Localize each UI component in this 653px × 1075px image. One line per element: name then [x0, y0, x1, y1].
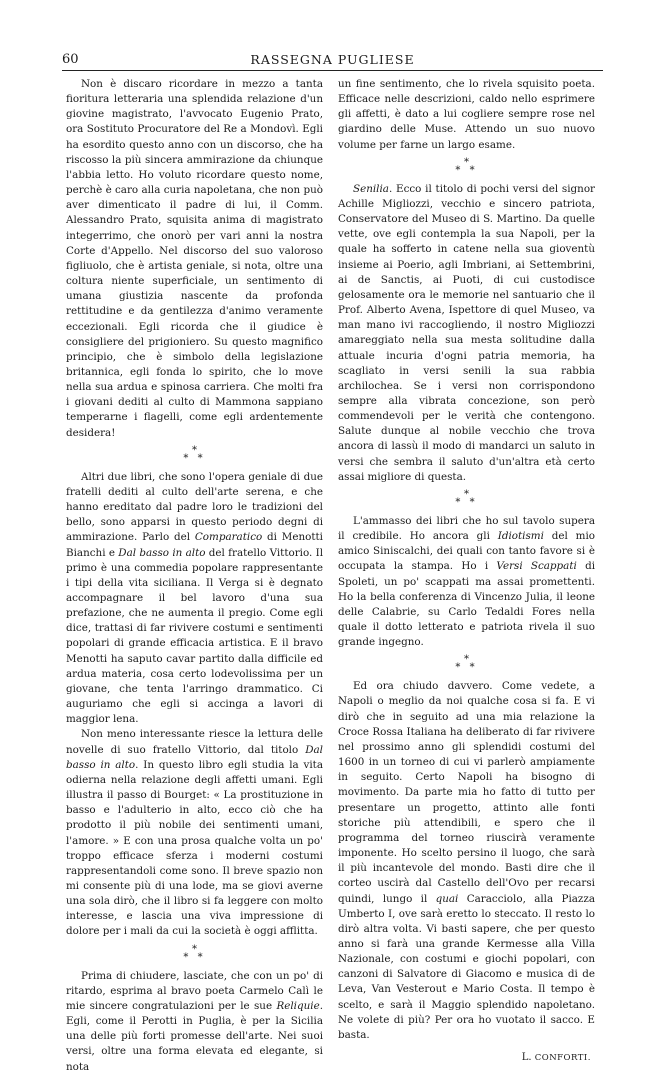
author-signature: L. CONFORTI. — [521, 1052, 591, 1064]
journal-title: RASSEGNA PUGLIESE — [250, 52, 415, 67]
page-number: 60 — [62, 52, 79, 67]
section-separator: * * * — [455, 488, 478, 508]
paragraph-prato: Non è discaro ricordare in mezzo a tanta fioritura letteraria una splendida relazione d'un giovine magistrato, l'avvocato Eugenio Prato, ora Sostituto Procuratore del Re a Mondovì. Egli ha esordito questo anno con un discorso, che ha riscosso la più sincera ammirazione da chiunque l'abbia letto. Ho voluto ricordare questo nome, perchè è caro alla curia napoletana, che non può aver dimenticato il padre di lui, il Comm. Alessandro Prato, squisita anima di magistrato integerrimo, che onorò per vari anni la nostra Corte d'Appello. Nel discorso del suo valoroso figliuolo, che è artista geniale, si nota, oltre una coltura niente superficiale, un sentimento di umana giustizia nascente da profonda rettitudine e da gentilezza d'animo veramente eccezionali. Egli ricorda che il giudice è consigliere del prigioniero. Su questo magnifico principio, che è simbolo della legislazione britannica, egli fonda lo spirito, che lo move nella sua ardua e spinosa carriera. Che molti fra i giovani dediti al culto di Mammona sappiano temperarne i flagelli, come egli ardentemente desidera! — [66, 78, 323, 439]
section-separator: * * * — [183, 444, 206, 464]
paragraph-books: L'ammasso dei libri che ho sul tavolo supera il credibile. Ho ancora gli Idiotismi del mio amico Siniscalchi, dei quali con tanto favore si è occupata la stampa. Ho i Versi Scappati di Spoleti, un po' scappati ma assai promettenti. Ho la bella conferenza di Vincenzo Julia, il leone delle Calabrie, su Carlo Tedaldi Fores nella quale il dotto letterato e patriota rivela il suo grande ingegno. — [338, 514, 595, 649]
paragraph-closing: Ed ora chiudo davvero. Come vedete, a Napoli o meglio da noi qualche cosa si fa. E vi dirò che in seguito ad una mia relazione la Croce Rossa Italiana ha deliberato di far rivivere nel prossimo anno gli splendidi costumi del 1600 in un torneo di cui vi parlerò ampiamente in seguito. Certo Napoli ha bisogno di movimento. Da parte mia ho fatto di tutto per presentare un progetto, attinto alle fonti storiche più attendibili, e spero che il programma del torneo riuscirà veramente imponente. Ho scelto persino il luogo, che sarà il più incantevole del mondo. Basti dire che il corteo uscirà dal Castello dell'Ovo per recarsi quindi, lungo il quai Caracciolo, alla Piazza Umberto I, ove sarà eretto lo steccato. Il resto lo dirò altra volta. Vi basti sapere, che per questo anno si farà una grande Kermesse alla Villa Nazionale, con costumi e giochi popolari, con canzoni di Salvatore di Giacomo e musica di de Leva, Van Vesterout e Mario Costa. Il tempo è scelto, e sarà il Maggio splendido napoletano. Ne volete di più? Per ora ho vuotato il sacco. E basta. — [338, 680, 595, 1041]
right-column — [338, 77, 595, 1066]
paragraph-vittorio: Non meno interessante riesce la lettura delle novelle di suo fratello Vittorio, dal titolo Dal basso in alto. In questo libro egli studia la vita odierna nella relazione degli affetti umani. Egli illustra il passo di Bourget: « La prostituzione in basso e l'adulterio in alto, ecco ciò che ha prodotto il più nobile dei sentimenti umani, l'amore. » E con una prosa qualche volta un po' troppo efficace sferza i moderni costumi rappresentandoli come sono. Il breve spazio non mi consente più di una lode, ma se giovi averne una sola dirò, che il libro si fa leggere con molto interesse, e lascia una viva impressione di dolore per i mali da cui la società è oggi afflitta. — [66, 728, 323, 938]
paragraph-bianchi-brothers: Altri due libri, che sono l'opera geniale di due fratelli dediti al culto dell'arte serena, e che hanno ereditato dal padre loro le tradizioni del bello, sono apparsi in questo periodo degni di ammirazione. Parlo del Comparatico di Menotti Bianchi e Dal basso in alto del fratello Vittorio. Il primo è una commedia popolare rappresentante i tipi della vita siciliana. Il Verga si è degnato accompagnare il bel lavoro d'una sua prefazione, che ne aumenta il pregio. Come egli dice, trattasi di far rivivere costumi e sentimenti popolari di grande efficacia artistica. E il bravo Menotti ha saputo cavar partito dalla difficile ed ardua materia, cosa certo lodevolissima per un giovane, che tenta l'arringo drammatico. Ci auguriamo che egli si accinga a lavori di maggior lena. — [66, 470, 324, 726]
section-separator: * * * — [455, 654, 478, 674]
page-header — [62, 50, 603, 71]
section-separator: * * * — [455, 156, 478, 176]
paragraph-senilia: Senilia. Ecco il titolo di pochi versi del signor Achille Migliozzi, vecchio e sincero patriota, Conservatore del Museo di S. Martino. Da quelle vette, ove egli contempla la sua Napoli, per la quale ha sofferto in catene nella sua gioventù insieme ai Poerio, agli Imbriani, ai Settembrini, ai de Sanctis, ai Puoti, di cui custodisce gelosamente ora le memorie nel santuario che il Prof. Alberto Avena, Ispettore di quel Museo, va man mano ivi raccogliendo, il nostro Migliozzi amareggiato nella sua mesta solitudine dalla attuale incuria d'ogni patria memoria, ha scagliato in versi senili la sua rabbia archilochea. Se i versi non corrispondono sempre alla vibrata concezione, son però commendevoli per le verità che contengono. Salute dunque al nobile vecchio che trova ancora di lassù il modo di mandarci un saluto in versi che sembra il saluto d'un'altra età certo assai migliore di questa. — [338, 182, 595, 483]
paragraph-cali-continued: un fine sentimento, che lo rivela squisito poeta. Efficace nelle descrizioni, caldo nello esprimere gli affetti, è dato a lui cogliere sempre rose nel giardino delle Muse. Attendo un suo nuovo volume per farne un largo esame. — [338, 78, 595, 151]
left-column — [66, 77, 323, 1075]
section-separator: * * * — [183, 943, 206, 963]
paragraph-cali: Prima di chiudere, lasciate, che con un po' di ritardo, esprima al bravo poeta Carmelo Calì le mie sincere congratulazioni per le sue Reliquie. Egli, come il Perotti in Puglia, è per la Sicilia una delle più forti promesse dell'arte. Nei suoi versi, oltre una forma elevata ed elegante, si nota — [66, 969, 323, 1073]
